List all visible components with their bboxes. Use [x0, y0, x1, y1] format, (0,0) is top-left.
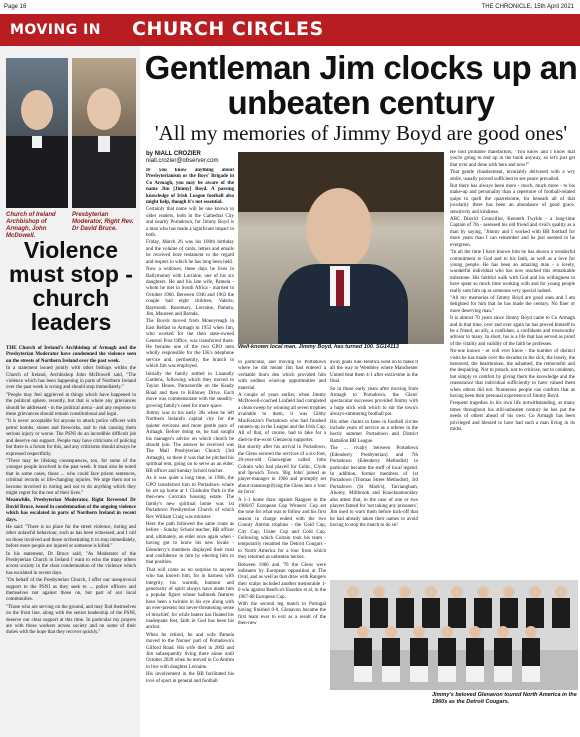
article-paragraph: The Boyds moved from Moneyreagh in East Belfast to Armagh in 1953 when Jim, who worked for the then state-owned General Post Office, was transferred there. He became one of the two GPO men wholly responsible for the UK's telephone service and, pertinently, the branch in which Jim was employed.	[146, 319, 234, 370]
article-paragraph: With the second leg match in Portugal having finished 0-0, Glenavon became the first team ever to exit as a result of the then-new	[238, 602, 326, 627]
section-banner	[0, 14, 580, 46]
article-column-2	[238, 360, 326, 734]
byline-name: by NIALL CROZIER	[146, 151, 201, 157]
sidebar-paragraph: "People may feel aggrieved at things which have happened in the political sphere, recently, but that is where any grievances should be addressed - in the political arena - and any response to these grievances should remain constitutional and legal.	[6, 392, 136, 418]
article-column-1	[146, 168, 234, 734]
archbishop-caption: Church of Ireland Archbishop of Armagh, John McDowell.	[6, 212, 56, 239]
article-column-4	[450, 150, 575, 578]
article-paragraph: Here the path followed the same route as before - Sunday School teacher, BB officer and, ultimately, an elder once again when - having got to know his new locale - Edenderry's members displayed their trust and confidence in him by electing him to that position.	[146, 521, 234, 566]
publication-dateline: THE CHRONICLE, 15th April 2021	[481, 4, 574, 10]
sidebar-paragraph: He said: "There is no place for the street violence, rioting and other unlawful behaviour, such as has been witnessed, and I call on those involved and those orchestrating it to stop immediately, before more people are injured or someone is killed."	[6, 524, 136, 550]
article-paragraph: A 1-1 home draw against Rangers in the 1966/67 European Cup Winners' Cup set the tone for what was to follow and his first season in charge ended with the two County Antrim trophies - the Gold Cup, City Cup, Ulster Cup and Gold Cup. Following which Colrain took his team - temporarily renamed the Detroit Cougars - to North America for a tour from which they returned as unbeaten heroes.	[238, 497, 326, 561]
article-paragraph: That will come as no surprise to anyone who has known him, for in harness with integrity, his warmth, humour and generosity of spirit always have made him a popular figure whose hallmark features have been a twinkle in his eye along with an ever-present but never-threatening sense of mischief, for while banter has floated his inadequate feet, faith in God has been his anchor.	[146, 567, 234, 631]
page-number: Page 16	[4, 4, 27, 10]
article-paragraph: Jimmy was in his early 30s when he left Northern Ireland's capital city for the quieter environs and more gentle pace of Armagh. Before doing so, he had sought his manager's advice on which church he should join. The answer he received was The Mall Presbyterian Church (3rd Armagh), so there it was that he pitched his spiritual tent, going on to serve as an elder, BB officer and Sunday School teacher.	[146, 411, 234, 474]
article-paragraph: He told probable malefactors, "You know and I know that you're going to end up in the book anyway, so let's just get that over and done with here and now!"	[450, 150, 575, 168]
moderator-photo	[72, 58, 136, 208]
article-paragraph: No-one knows - or will ever know - the number of distinct visits he has made over the decades to the sick, the lonely, the bereaved, the heartbroken, the ashamed, the remorseful and the despairing. Not to preach, not to criticise, not to condemn, but simply to comfort by giving them the knowledge and the reassurance that individual sufficiently to have valued them when others did not. Numerous people can confirm that as having been their personal experience of Jimmy Boyd.	[450, 349, 575, 400]
sidebar-headline: Violence must stop - church leaders	[9, 237, 133, 335]
article-paragraph: When he retired, he and wife Pamela moved to the Nurses' part of Portadown's Gilford Road. His wife died in 2002 and Jim subsequently living there alone until October 2020 when he moved to Co Antrim to live with daughter Lorraine.	[146, 632, 234, 670]
article-paragraph: "All my memories of Jimmy Boyd are good ones and I am delighted for him that he has made the century. No finer or more deserving man."	[450, 295, 575, 314]
article-headline: Gentleman Jim clocks up an unbeaten century	[144, 49, 578, 121]
jimmy-boyd-caption: Well-known local man, Jimmy Boyd, has turned 100. SG14113	[238, 344, 399, 350]
article-paragraph: Between 1966 and '70 the Glens were unbeaten by European opposition at The Oval, and as well as that draw with Rangers their scalps included another memorable 1-0 win against Benfica's Eusebio et al, in the 1967-68 European Cup.	[238, 562, 326, 600]
sidebar-paragraph: "Those who are serving on the ground, and may find themselves on the front line, along with the senior leadership of the PSNI, deserve our clear support at this time. In particular my prayers are with those workers across society and on some of their duties with the hope that they recover quickly."	[6, 604, 136, 636]
article-paragraph: The ... rivalry between Portadown (Edenderry Presbyterian) and 7th Portadown (Edenderry Methodist) in particular became the stuff of local legend. In addition, former members of 1st Portadown (Thomas Street Methodist), 3rd Portadown (St Mark's), Tarriangham, Ahorey, Millbrook and Knocknamuckley also attest that, in the case of one or two players famed for 'not taking any prisoners', Jim used to warn them before kick-off that he had already taken their names to avoid having to stop the match to do so!	[330, 446, 418, 529]
sidebar-paragraph: In a statement issued jointly with other bishops within the Church of Ireland, Archbishop John McDowell said, "The violence which has been happening in parts of Northern Ireland over the past week is wrong and should stop immediately."	[6, 366, 136, 391]
sidebar-paragraph: "There may be lifelong consequences, too, for some of the younger people involved in the past week. It must also be noted that in some cases, those ... who could face prison sentences, criminal records or life-changing injuries. We urge them not to become involved in rioting and not to do anything which they might regret for the rest of their lives."	[6, 458, 136, 496]
article-paragraph: away goals rule. Benfica went on to make it all the way to Wembley where Manchester United beat them 4-1 after extra-time in the final.	[330, 360, 418, 385]
article-paragraph: His other claims to fame in football circles include years of service as a referee in the hectic summer Portadown and District Battalion BB League.	[330, 419, 418, 444]
article-paragraph: ABC District Councillor, Kenneth Twyble - a long-time Captain of 7th - assessed his old friend and rival's quality as a man by saying, "Jimmy and I worked with BB football for more years than I can remember and he just seemed to be evergreen.	[450, 217, 575, 248]
sidebar-paragraph: Meanwhile, Presbyterian Moderator, Right Reverend Dr David Bruce, issued in condemnation of the ongoing violence which has escalated in parts of Northern Ireland in recent days.	[6, 498, 136, 523]
article-paragraph: Initially the family settled in Lisanally Gardens, following which they moved to Taylor House, Parnaxerdle on the Keady Road and then to Killuney Drive. Each move was commensurate with the steadily-growing family's need for more space.	[146, 371, 234, 409]
banner-title: CHURCH CIRCLES	[132, 18, 324, 40]
article-paragraph: But shortly after his arrival in Portadown, the Glens secured the services of a six-foot, 20-year-old Glaswegian called John Colrain who had played for Celtic, Clyde and Ipswich Town. 'Big John' joined as player-manager in 1966 and promptly set about transmogrifying the Glens into a 'tour de force'.	[238, 445, 326, 496]
article-subhead: 'All my memories of Jimmy Boyd are good ones'	[154, 121, 568, 145]
byline-email[interactable]: niall.crozier@observer.com	[146, 158, 219, 164]
article-paragraph: IF you know anything about Presbyterianism or the Boys' Brigade in Co Armagh, you may be aware of the name Jim [Jimmy] Boyd. A passing knowledge of Irish League football also might help, though it's not essential.	[146, 168, 234, 206]
banner-prefix: MOVING IN	[10, 22, 102, 38]
article-paragraph: Certainly that name will be one known to older readers, both in the Cathedral City and nearby Portadown, for Jimmy Boyd is a man who has made a significant impact in both.	[146, 207, 234, 239]
sidebar-lead: THE Church of Ireland's Archbishop of Armagh and the Presbyterian Moderator have condemned the violence seen on the streets of Northern Ireland over the past week.	[6, 346, 136, 364]
jimmy-boyd-photo	[238, 152, 444, 344]
article-paragraph: As it was quiet a long time, in 1966, the GPO transferred him to Portadown where he set up home at 1 Chisholm Park in the then-new Corcrain housing estate. The family's new spiritual home was 1st Portadown Presbyterian Church of which Rev William Craig was minister.	[146, 476, 234, 520]
article-paragraph: Friday, March 26 was his 100th birthday and the volume of cards, letters and emails he received bore testament to the regard and respect in which he has long been held.	[146, 240, 234, 265]
archbishop-photo	[6, 58, 68, 208]
article-paragraph: "In all the time I have known him he has shown a wonderful commitment to God and to his faith, as well as a love for young people. He has been an amazing man - a lovely, wonderful individual who has now reached this remarkable milestone. His faithful walk with God and his willingness to have spent so much time working with and for young people really sum him up as someone very special indeed.	[450, 250, 575, 294]
article-paragraph: So in those early years after moving from Armagh to Portadown, the Glens' spectacular successes provided Jimmy with a huge stick with which to stir the town's always-simmering football pot.	[330, 386, 418, 418]
article-column-3	[330, 360, 418, 576]
team-photo-art	[330, 580, 578, 690]
article-paragraph: His involvement in the BB facilitated his love of sport in general and football	[146, 672, 234, 684]
team-photo-caption: Jimmy's beloved Glenavon toured North America in the 1960s as the Detroit Cougars.	[432, 692, 577, 705]
page-header	[0, 0, 580, 14]
article-paragraph: It is almost 70 years since Jimmy Boyd came to Co Armagh and in that time, over and over again he has proved himself to be a friend, an ally, a confidant, a confidante and trustworthy advisor to many. In short, his is a life that has served as proof of the vitality and validity of the faith he professes.	[450, 316, 575, 347]
article-paragraph: That gentle chastisement, invariably delivered with a wry smile, usually proved sufficient to see peace prevailed.	[450, 170, 575, 182]
sidebar-paragraph: "It is never acceptable for anyone to attack police officers with petrol bombs, stones and fireworks, and to risk causing them serious injury or worse. The PSNI do an incredible difficult job and deserve our support. People may have criticisms of policing but there is a forum for this, and any criticisms should always be expressed respectfully.	[6, 419, 136, 457]
team-photo	[330, 580, 578, 690]
article-paragraph: Now a widower, these days he lives in Ballymoney with Lorraine, one of his six daughters. He and his late wife, Pamela - whom he met in South Africa - married in October 1966. Between 1946 and 1963 the couple had eight children; Valerie, Raymond, Rosemary, Lorraine, Pamela, Jim, Maureen and Brenda.	[146, 267, 234, 317]
sidebar-paragraph: "On behalf of the Presbyterian Church, I offer our unequivocal support to the PSNI as they seek to ... police officers and themselves not against those on, but part of our local communities.	[6, 578, 136, 603]
sidebar-body	[6, 346, 136, 638]
article-paragraph: Frequent tragedies in his own life notwithstanding, at many times throughout his still-unbeaten century he has put the needs of others ahead of his own. Co Armagh has been privileged and blessed to have had such a man living in its midst.	[450, 401, 575, 433]
article-paragraph: A couple of years earlier, when Jimmy McDowell-coached Linfield had completed a clean sweep by winning all seven trophies available to them, it was Gibby MacKenzie's Portadown who had finished runners-up in the League and the Irish Cup. All of that, of course, had to take for a died-in-the-wool Glenavon supporter.	[238, 393, 326, 443]
moderator-caption: Presbyterian Moderator, Right Rev. Dr David Bruce.	[72, 212, 134, 232]
sidebar-paragraph: In his statement, Dr Bruce said, "As Moderator of the Presbyterian Church in Ireland I want to echo the many others across society in the clear condemnation of the violence which has escalated in recent days.	[6, 551, 136, 576]
article-paragraph: But there has always been more - much, much more - to his make-up and personality than a repertoire of football-related quips to quell the quarrelsome, for beneath all of that jocularity there has been an abundance of good grace, sensitivity and kindness.	[450, 184, 575, 215]
article-paragraph: in particular, and moving to Portadown where he did meant Jim had entered a veritable lion's den which provided him with endless wind-up opportunities and material.	[238, 360, 326, 391]
